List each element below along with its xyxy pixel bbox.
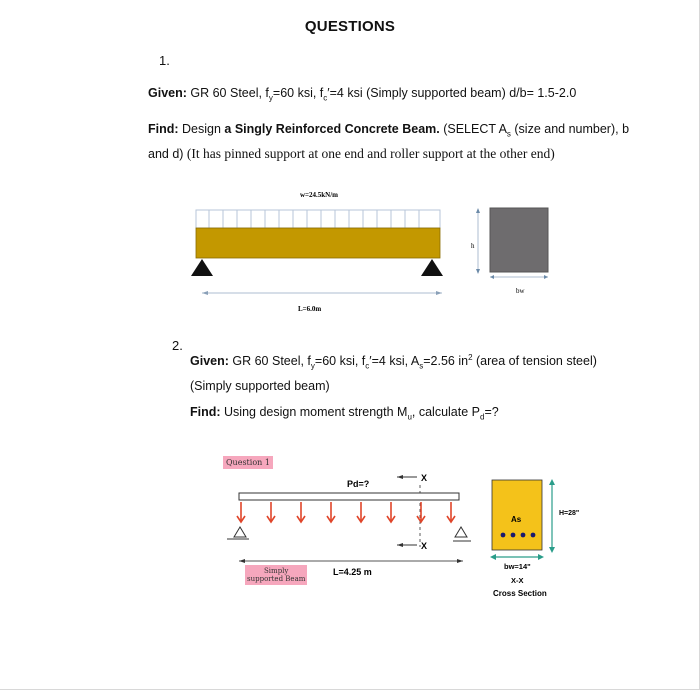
question-2-given: [190, 353, 597, 371]
find-label: Find:: [148, 122, 179, 136]
find-bold-text: a Singly Reinforced Concrete Beam.: [224, 122, 440, 136]
find-text: Using design moment strength $M_u$, calculate $P_d=$?: [220, 405, 499, 422]
question-1-find: [148, 122, 629, 139]
question-2-find: [190, 405, 499, 422]
roller-support: [455, 527, 467, 537]
given-label: Given:: [148, 86, 187, 100]
section-caption: Cross Section: [493, 589, 547, 598]
load-label: w=24.5kN/m: [300, 191, 339, 199]
find-text-select: (SELECT $A_s$ (size and number), b: [439, 122, 630, 139]
figure-1: [180, 180, 570, 320]
height-label: h: [471, 242, 475, 250]
span-label: L=6.0m: [298, 305, 322, 313]
question-2-given-line2: (Simply supported beam): [190, 379, 330, 393]
span-label: L=4.25 m: [333, 567, 372, 577]
beam: [239, 493, 459, 500]
given-text: GR 60 Steel, $f_y=60$ ksi, $f_c'=4$ ksi, $A_s=2.56$ $in^2$ (area of tension steel): [228, 353, 597, 371]
sticky-note-question: Question 1: [223, 456, 273, 469]
width-label: bw: [516, 287, 525, 295]
question-1-find-line2: and d) (It has pinned support at one end and roller support at the other end): [148, 146, 555, 161]
height-label: H=28": [559, 510, 580, 517]
section-x-top: X: [421, 473, 428, 483]
question-1-number: 1.: [159, 53, 170, 68]
distributed-load: [196, 210, 440, 228]
figure-2: [225, 465, 595, 605]
roller-support: [421, 259, 443, 276]
question-2-number: 2.: [172, 338, 183, 353]
section-name: X-X: [511, 576, 524, 585]
page-title: QUESTIONS: [304, 18, 396, 35]
width-label: bw=14": [504, 562, 531, 571]
find-label: Find:: [190, 405, 221, 419]
given-label: Given:: [190, 354, 229, 369]
find-text: Design: [178, 122, 225, 136]
question-1-given: [148, 86, 576, 103]
given-text: GR 60 Steel, $f_y=60$ ksi, $f_c'=4$ ksi (Simply supported beam) d/b= 1.5-2.0: [186, 86, 577, 103]
section-x-bottom: X: [421, 541, 428, 551]
as-label: As: [511, 515, 522, 524]
cross-section: [490, 208, 548, 272]
sticky-note-beam: Simply supported Beam: [247, 567, 306, 583]
point-loads: [237, 502, 455, 522]
load-label: Pd=?: [347, 479, 370, 489]
beam: [196, 228, 440, 258]
pinned-support: [234, 527, 246, 537]
pinned-support: [191, 259, 213, 276]
